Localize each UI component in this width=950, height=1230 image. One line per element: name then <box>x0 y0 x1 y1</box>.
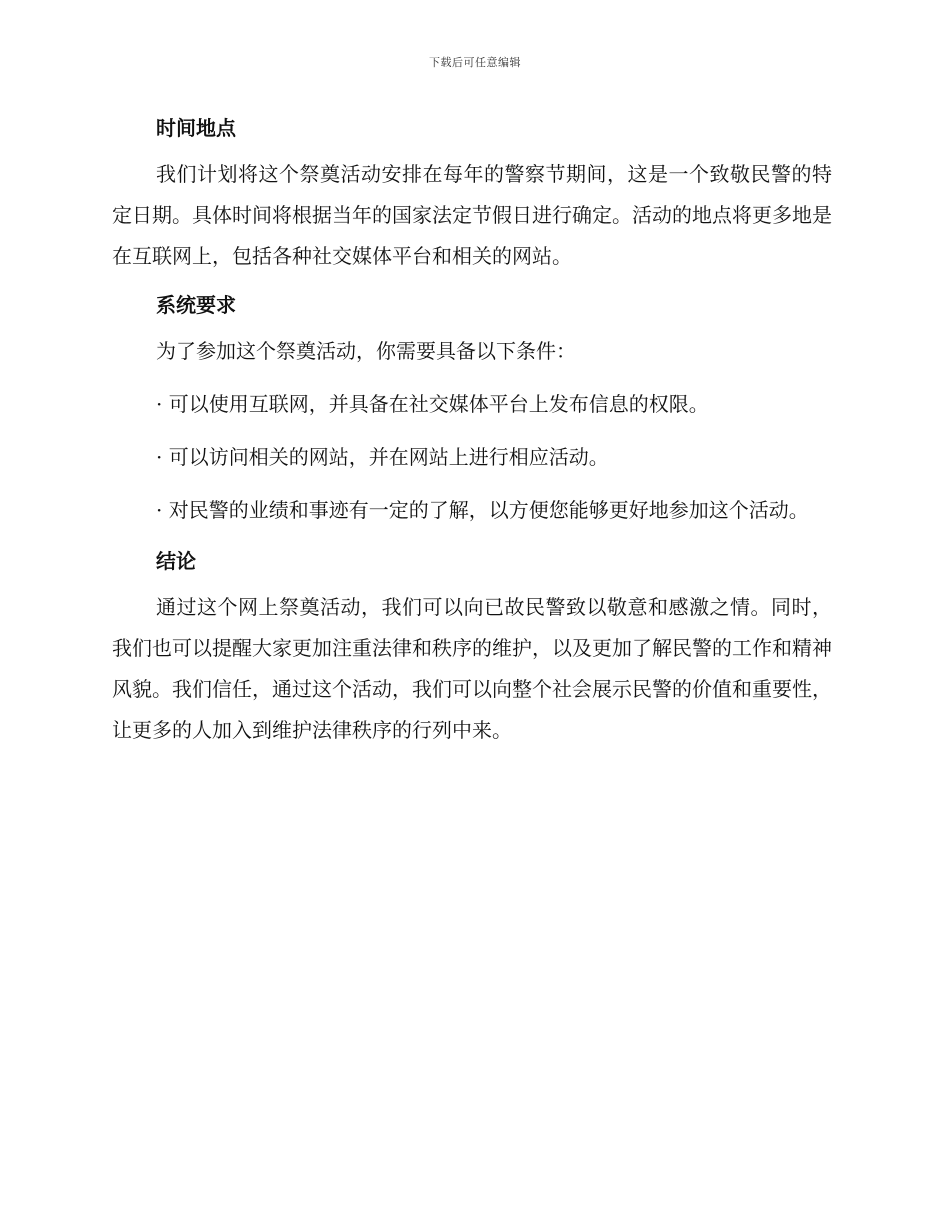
paragraph: 我们计划将这个祭奠活动安排在每年的警察节期间，这是一个致敬民警的特定日期。具体时间将根据当年的国家法定节假日进行确定。活动的地点将更多地是在互联网上，包括各种社交媒体平台和相关的网站。 <box>112 162 832 268</box>
bullet-item: · 可以访问相关的网站，并在网站上进行相应活动。 <box>156 445 609 469</box>
section-heading-requirements: 系统要求 <box>156 293 236 317</box>
paragraph: 为了参加这个祭奠活动，你需要具备以下条件： <box>156 339 576 363</box>
paragraph: 通过这个网上祭奠活动，我们可以向已故民警致以敬意和感激之情。同时，我们也可以提醒大家更加注重法律和秩序的维护，以及更加了解民警的工作和精神风貌。我们信任，通过这个活动，我们可以向整个社会展示民警的价值和重要性，让更多的人加入到维护法律秩序的行列中来。 <box>112 595 832 742</box>
section-heading-conclusion: 结论 <box>156 549 196 573</box>
bullet-item: · 对民警的业绩和事迹有一定的了解，以方便您能够更好地参加这个活动。 <box>156 498 809 522</box>
document-body <box>112 110 832 761</box>
section-heading-time-place: 时间地点 <box>156 116 236 140</box>
bullet-item: · 可以使用互联网，并具备在社交媒体平台上发布信息的权限。 <box>156 392 709 416</box>
header-note: 下载后可任意编辑 <box>429 56 521 69</box>
